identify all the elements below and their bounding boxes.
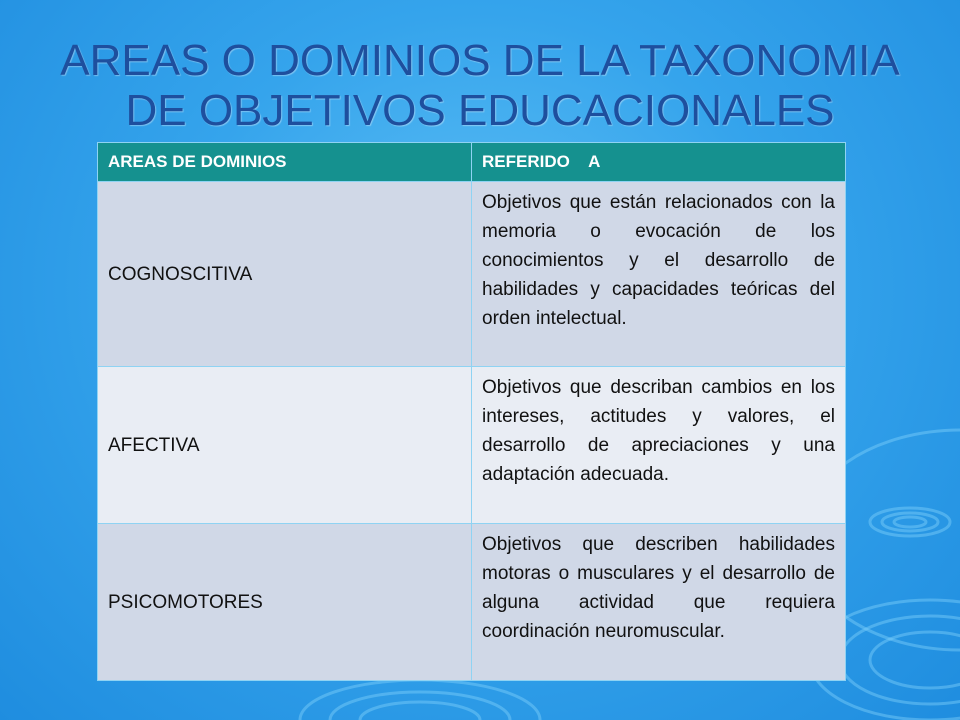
table-row [98,182,846,367]
area-cell: COGNOSCITIVA [98,182,472,367]
title-line-2: DE OBJETIVOS EDUCACIONALES [125,86,835,135]
area-cell: PSICOMOTORES [98,524,472,681]
header-referido: REFERIDO A [472,143,846,182]
table-header-row [98,143,846,182]
area-cell: AFECTIVA [98,367,472,524]
slide-title [20,36,940,136]
header-areas: AREAS DE DOMINIOS [98,143,472,182]
description-cell: Objetivos que describan cambios en los intereses, actitudes y valores, el desarrollo de apreciaciones y una adaptación adecuada. [472,367,846,524]
table-row [98,367,846,524]
description-cell: Objetivos que describen habilidades motoras o musculares y el desarrollo de alguna actividad que requiera coordinación neuromuscular. [472,524,846,681]
title-line-1: AREAS O DOMINIOS DE LA TAXONOMIA [60,36,900,85]
table-row [98,524,846,681]
domains-table [97,142,846,681]
description-cell: Objetivos que están relacionados con la memoria o evocación de los conocimientos y el desarrollo de habilidades y capacidades teóricas del orden intelectual. [472,182,846,367]
